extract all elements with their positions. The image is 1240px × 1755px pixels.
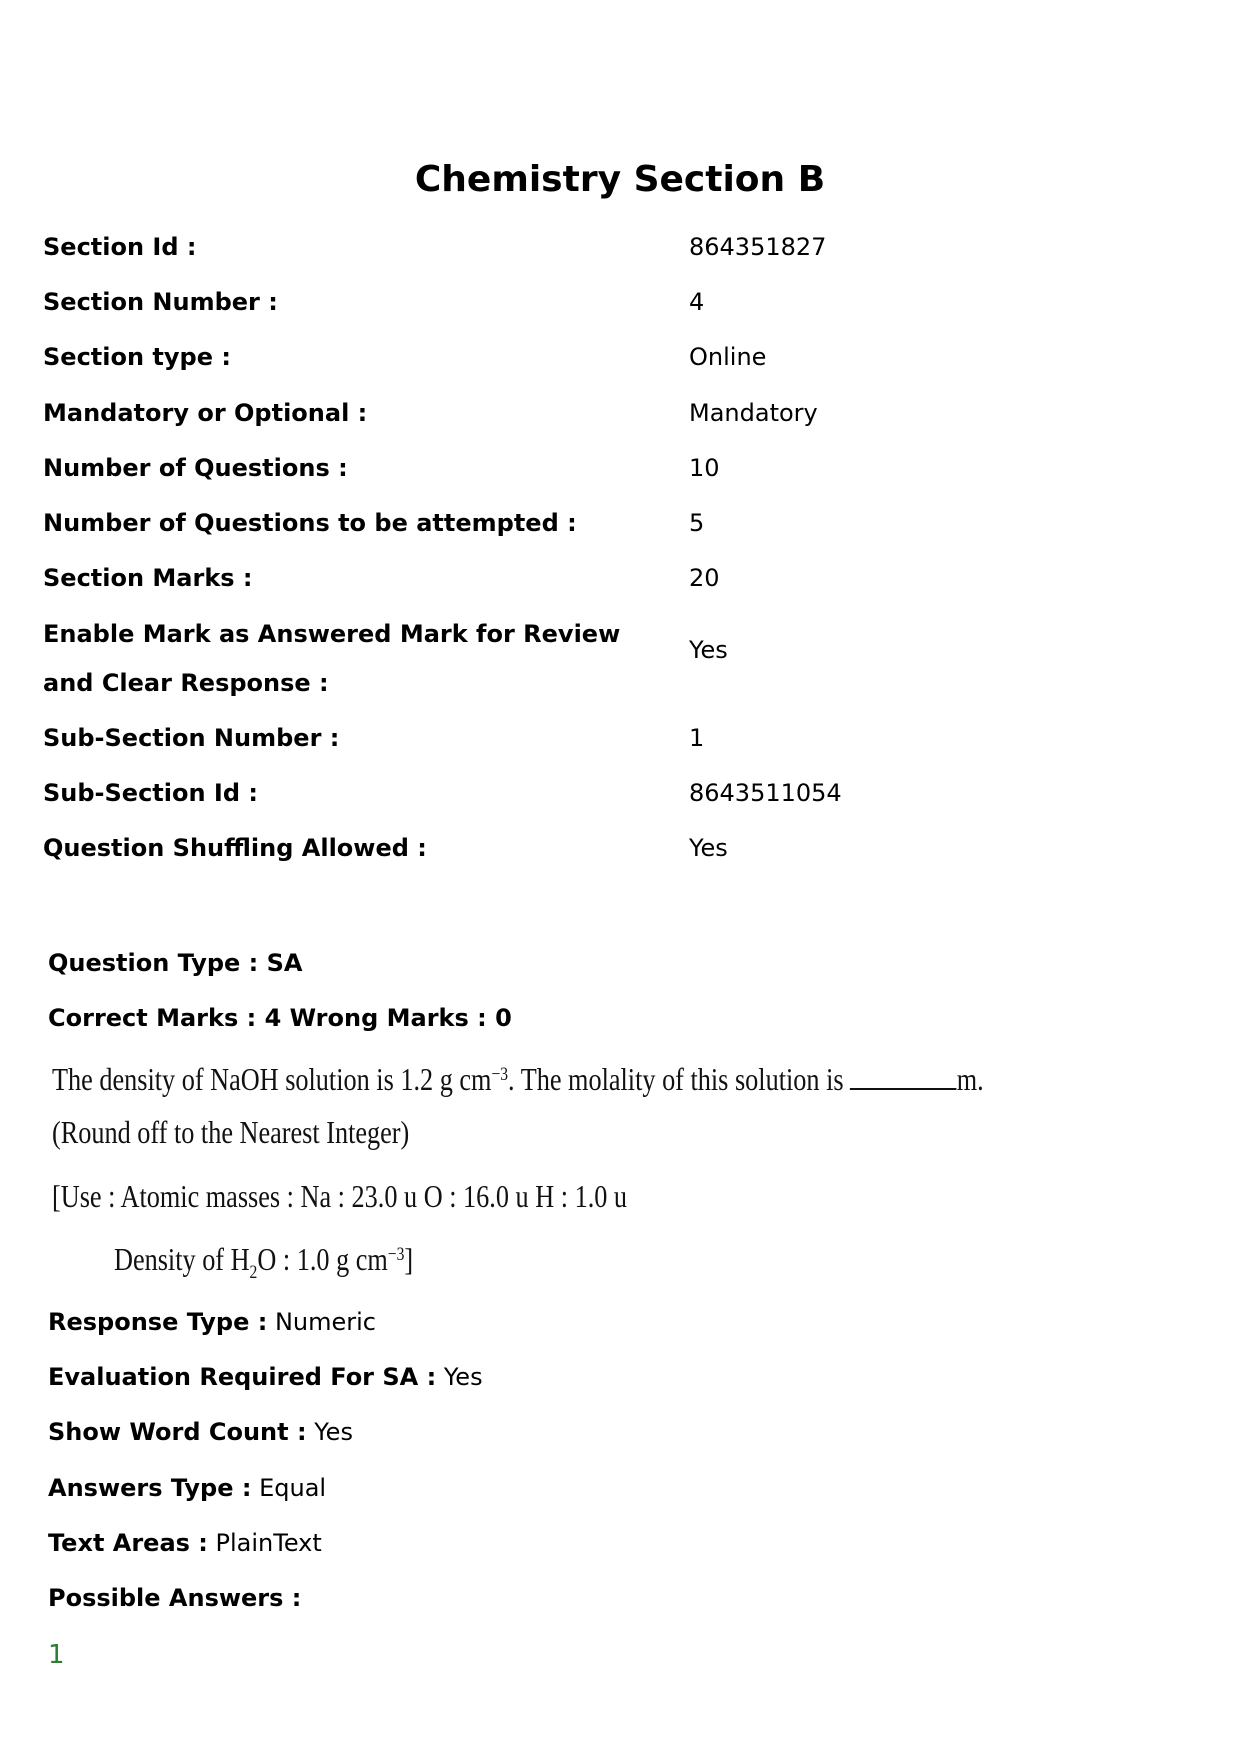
- info-value: 10: [689, 454, 720, 482]
- attr-show-word-count: Show Word Count : Yes: [48, 1418, 353, 1446]
- info-label: Enable Mark as Answered Mark for Review and Clear Response :: [43, 620, 621, 697]
- info-label: Number of Questions to be attempted :: [43, 509, 577, 537]
- question-marks: Correct Marks : 4 Wrong Marks : 0: [48, 1004, 512, 1032]
- info-value: 8643511054: [689, 779, 842, 807]
- info-label: Sub-Section Number :: [43, 724, 340, 752]
- info-value: 20: [689, 564, 720, 592]
- attr-answers-type: Answers Type : Equal: [48, 1474, 327, 1502]
- possible-answer-value: 1: [48, 1640, 65, 1670]
- attr-text-areas: Text Areas : PlainText: [48, 1529, 322, 1557]
- attr-response-type: Response Type : Numeric: [48, 1308, 376, 1336]
- attr-evaluation-required: Evaluation Required For SA : Yes: [48, 1363, 483, 1391]
- info-value: 864351827: [689, 233, 827, 261]
- info-value: Mandatory: [689, 399, 818, 427]
- question-stem-line: [Use : Atomic masses : Na : 23.0 u O : 16.0 u H : 1.0 u: [52, 1178, 628, 1214]
- question-stem-line: Density of $H_2O$ : 1.0 g $cm^{-3}$]: [114, 1241, 414, 1283]
- info-value: 4: [689, 288, 705, 316]
- info-label: Section Marks :: [43, 564, 253, 592]
- info-label: Section type :: [43, 343, 231, 371]
- info-value: Yes: [689, 834, 728, 862]
- info-label: Section Id :: [43, 233, 197, 261]
- info-label: Question Shuffling Allowed :: [43, 834, 427, 862]
- possible-answers-label: Possible Answers :: [48, 1584, 302, 1612]
- question-type: Question Type : SA: [48, 949, 303, 977]
- info-value: 5: [689, 509, 705, 537]
- info-value: Online: [689, 343, 767, 371]
- info-label: Mandatory or Optional :: [43, 399, 368, 427]
- page-title: Chemistry Section B: [414, 159, 826, 200]
- question-stem-line: The density of NaOH solution is 1.2 g $cm^{-3}$. The molality of this solution is m.: [52, 1061, 984, 1097]
- question-stem-line: (Round off to the Nearest Integer): [52, 1114, 410, 1150]
- info-label: Sub-Section Id :: [43, 779, 258, 807]
- info-value: 1: [689, 724, 705, 752]
- info-label: Section Number :: [43, 288, 278, 316]
- info-value: Yes: [689, 636, 728, 664]
- answer-blank: [850, 1060, 957, 1090]
- info-label: Number of Questions :: [43, 454, 348, 482]
